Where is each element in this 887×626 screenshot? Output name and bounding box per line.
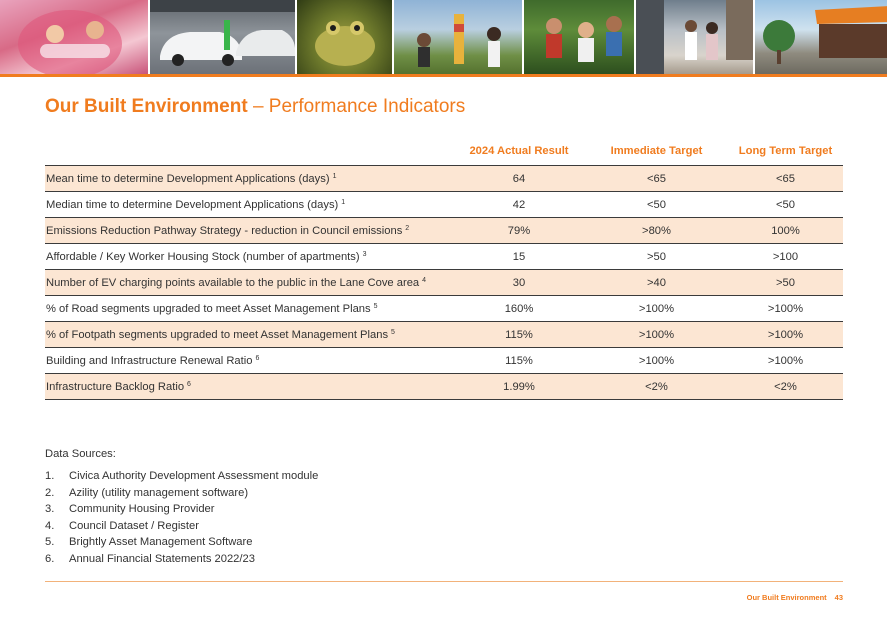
indicator-label: Infrastructure Backlog Ratio [46, 380, 185, 393]
list-text: Annual Financial Statements 2022/23 [69, 552, 255, 565]
source-note: 6 [255, 354, 260, 362]
list-item [45, 485, 318, 502]
actual-result-cell: 115% [453, 348, 585, 374]
performance-indicators-table [45, 140, 843, 400]
list-text: Azility (utility management software) [69, 486, 249, 499]
indicator-label: Number of EV charging points available to the public in the Lane Cove area [46, 276, 420, 289]
banner-divider [0, 74, 887, 77]
long-term-target-cell: <50 [728, 192, 843, 218]
indicator-cell [45, 244, 453, 270]
indicator-cell [45, 218, 453, 244]
immediate-target-cell: >100% [585, 322, 728, 348]
indicator-column-header [45, 140, 453, 166]
list-number: 2. [45, 486, 55, 499]
page-footer [747, 593, 843, 602]
indicator-label: Building and Infrastructure Renewal Ratio [46, 354, 253, 367]
indicator-label: Mean time to determine Development Applications (days) [46, 172, 330, 185]
indicator-cell [45, 348, 453, 374]
list-item [45, 518, 318, 535]
table-row [45, 218, 843, 244]
footer-divider [45, 581, 843, 582]
footer-section-title: Our Built Environment [746, 593, 827, 602]
list-text: Civica Authority Development Assessment module [69, 470, 319, 482]
table-row [45, 166, 843, 192]
table-row [45, 296, 843, 322]
indicator-cell [45, 166, 453, 192]
list-number: 3. [45, 503, 55, 515]
frog-photo [295, 0, 392, 74]
table-row [45, 244, 843, 270]
immediate-target-cell: <50 [585, 192, 728, 218]
shopping-street-photo [634, 0, 753, 74]
long-term-target-cell: 100% [728, 218, 843, 244]
table-row [45, 348, 843, 374]
actual-result-cell: 42 [453, 192, 585, 218]
children-playroom-photo [0, 0, 148, 74]
list-item [45, 501, 318, 518]
immediate-target-cell: >40 [585, 270, 728, 296]
indicator-label: Median time to determine Development Applications (days) [46, 198, 339, 211]
list-item [45, 534, 318, 551]
page-number: 43 [834, 593, 843, 602]
data-sources-list [45, 468, 318, 567]
source-note: 4 [422, 276, 427, 284]
actual-result-cell: 1.99% [453, 374, 585, 400]
gardening-group-photo [522, 0, 634, 74]
photo-banner [0, 0, 887, 74]
immediate-target-column-header: Immediate Target [610, 145, 703, 157]
list-number: 6. [45, 552, 55, 565]
page-title-section: Our Built Environment [45, 96, 248, 117]
long-term-target-cell: >100% [728, 296, 843, 322]
plaza-pavilion-photo [753, 0, 887, 74]
table-row [45, 374, 843, 400]
ev-charging-carpark-photo [148, 0, 295, 74]
source-note: 1 [332, 172, 337, 180]
list-number: 5. [45, 536, 55, 548]
actual-result-cell: 115% [453, 322, 585, 348]
data-sources [45, 446, 318, 567]
list-number: 4. [45, 519, 55, 532]
long-term-target-cell: >100% [728, 348, 843, 374]
list-text: Council Dataset / Register [69, 519, 199, 532]
data-sources-heading: Data Sources: [45, 448, 116, 460]
source-note: 5 [373, 302, 378, 310]
immediate-target-cell: <2% [585, 374, 728, 400]
table-row [45, 322, 843, 348]
table-row [45, 270, 843, 296]
actual-result-cell: 79% [453, 218, 585, 244]
actual-result-cell: 15 [453, 244, 585, 270]
source-note: 1 [341, 198, 346, 206]
immediate-target-cell: >80% [585, 218, 728, 244]
list-text: Community Housing Provider [69, 503, 215, 515]
indicator-cell [45, 322, 453, 348]
long-term-target-cell: <65 [728, 166, 843, 192]
indicator-cell [45, 192, 453, 218]
list-number: 1. [45, 470, 55, 482]
actual-result-cell: 30 [453, 270, 585, 296]
actual-result-cell: 64 [453, 166, 585, 192]
list-item [45, 551, 318, 568]
source-note: 6 [187, 380, 191, 388]
long-term-target-cell: <2% [728, 374, 843, 400]
indicator-label: Affordable / Key Worker Housing Stock (number of apartments) [46, 250, 360, 263]
long-term-target-cell: >100 [728, 244, 843, 270]
long-term-target-cell: >50 [728, 270, 843, 296]
source-note: 3 [362, 250, 367, 258]
indicator-label: % of Footpath segments upgraded to meet Asset Management Plans [46, 328, 389, 341]
source-note: 5 [391, 328, 395, 336]
immediate-target-cell: >100% [585, 348, 728, 374]
long-term-target-cell: >100% [728, 322, 843, 348]
indicator-label: % of Road segments upgraded to meet Asset Management Plans [46, 302, 371, 315]
source-note: 2 [405, 224, 410, 232]
actual-result-column-header: 2024 Actual Result [469, 145, 569, 157]
immediate-target-cell: >50 [585, 244, 728, 270]
indicator-cell [45, 296, 453, 322]
table-row [45, 192, 843, 218]
actual-result-cell: 160% [453, 296, 585, 322]
list-text: Brightly Asset Management Software [69, 536, 253, 548]
indicator-label: Emissions Reduction Pathway Strategy - reduction in Council emissions [46, 224, 403, 237]
community-event-photo [392, 0, 522, 74]
table-header-row [45, 140, 843, 166]
immediate-target-cell: >100% [585, 296, 728, 322]
indicator-cell [45, 270, 453, 296]
list-item [45, 468, 318, 485]
page-title [45, 96, 465, 118]
long-term-target-column-header: Long Term Target [738, 145, 833, 157]
page-title-subtitle: – Performance Indicators [247, 96, 466, 117]
immediate-target-cell: <65 [585, 166, 728, 192]
indicator-cell [45, 374, 453, 400]
